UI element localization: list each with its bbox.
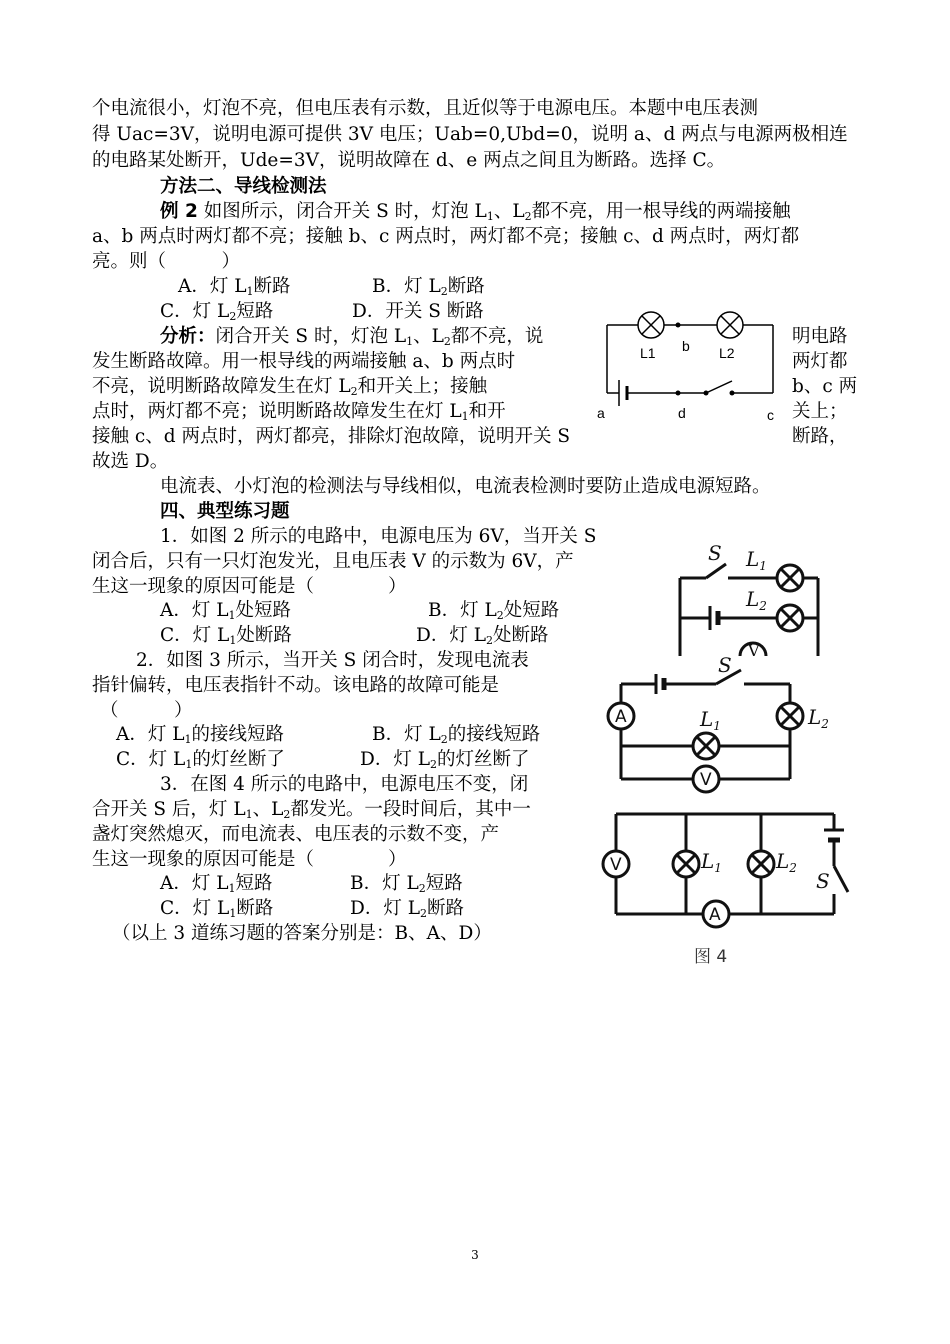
q3-option-a: A．灯 $L_1$短路 xyxy=(160,873,273,895)
q1-option-a: A．灯 $L_1$处短路 xyxy=(160,600,292,622)
fig4-label-a: A xyxy=(709,905,721,925)
q2-option-d: D．灯 $L_2$的灯丝断了 xyxy=(360,749,530,771)
analysis-line-2-right: 两灯都 xyxy=(792,351,848,372)
fig1-label-l2: L2 xyxy=(719,345,735,361)
fig3-label-l2: $L_2$ xyxy=(808,705,829,731)
q1-line-3: 生这一现象的原因可能是（ ） xyxy=(92,576,407,597)
analysis-line-5-right: 断路， xyxy=(792,426,848,447)
example2-option-c: C．灯 $L_2$短路 xyxy=(160,301,274,323)
q1-option-b: B．灯 $L_2$处短路 xyxy=(428,600,560,622)
analysis-label: 分析： xyxy=(160,326,216,347)
q2-line-3: （ ） xyxy=(100,700,193,721)
page-number: 3 xyxy=(471,1248,479,1262)
q2-option-a: A．灯 $L_1$的接线短路 xyxy=(116,724,285,746)
q3-line-2: 合开关 S 后，灯 $L_1$、$L_2$都发光。一段时间后，其中一 xyxy=(92,799,531,821)
circuit-figure-2 xyxy=(668,536,833,656)
fig4-label-s: S xyxy=(816,869,830,893)
circuit-figure-4 xyxy=(596,800,858,970)
analysis-line-6: 故选 D。 xyxy=(92,451,169,472)
method2-heading: 方法二、导线检测法 xyxy=(160,176,327,197)
q3-line-4: 生这一现象的原因可能是（ ） xyxy=(92,849,407,870)
example2-line-1: 例 2 如图所示，闭合开关 S 时，灯泡 $L_1$、$L_2$都不亮，用一根导线的两端接触 xyxy=(160,201,791,223)
answers-line: （以上 3 道练习题的答案分别是：B、A、D） xyxy=(112,923,492,944)
fig2-label-s: S xyxy=(708,541,722,565)
analysis-line-1: 分析：闭合开关 S 时，灯泡 $L_1$、$L_2$都不亮，说 xyxy=(160,326,544,348)
fig2-label-v: V xyxy=(748,641,760,656)
analysis-line-2: 发生断路故障。用一根导线的两端接触 a、b 两点时 xyxy=(92,351,516,372)
q3-line-1: 3．在图 4 所示的电路中，电源电压不变，闭 xyxy=(160,774,529,795)
q3-option-d: D．灯 $L_2$断路 xyxy=(350,898,465,920)
fig3-label-l1: $L_1$ xyxy=(700,707,721,733)
example2-option-b: B．灯 $L_2$断路 xyxy=(372,276,485,298)
analysis-line-3: 不亮，说明断路故障发生在灯 $L_2$和开关上；接触 xyxy=(92,376,488,398)
analysis-line-5: 接触 c、d 两点时，两灯都亮，排除灯泡故障，说明开关 S xyxy=(92,426,571,447)
example2-option-a: A．灯 $L_1$断路 xyxy=(178,276,291,298)
circuit-figure-3 xyxy=(596,656,846,796)
q2-line-2: 指针偏转，电压表指针不动。该电路的故障可能是 xyxy=(92,675,500,696)
ammeter-note: 电流表、小灯泡的检测法与导线相似，电流表检测时要防止造成电源短路。 xyxy=(160,476,771,497)
fig1-label-d: d xyxy=(678,405,686,421)
fig1-label-l1: L1 xyxy=(640,345,656,361)
q1-line-2: 闭合后，只有一只灯泡发光，且电压表 V 的示数为 6V，产 xyxy=(92,551,574,572)
fig1-label-a: a xyxy=(597,405,605,421)
analysis-line-4-right: 关上； xyxy=(792,401,848,422)
intro-line-1: 个电流很小，灯泡不亮，但电压表有示数，且近似等于电源电压。本题中电压表测 xyxy=(92,98,759,119)
q2-option-b: B．灯 $L_2$的接线短路 xyxy=(372,724,541,746)
q3-option-b: B．灯 $L_2$短路 xyxy=(350,873,463,895)
circuit-figure-1 xyxy=(594,308,789,428)
example-label: 例 2 xyxy=(160,201,198,222)
q2-line-1: 2．如图 3 所示，当开关 S 闭合时，发现电流表 xyxy=(136,650,529,671)
example2-line-3: 亮。则（ ） xyxy=(92,251,241,272)
q1-option-c: C．灯 $L_1$处断路 xyxy=(160,625,292,647)
analysis-line-1-right: 明电路 xyxy=(792,326,848,347)
q1-line-1: 1．如图 2 所示的电路中，电源电压为 6V，当开关 S xyxy=(160,526,597,547)
analysis-line-3-right: b、c 两 xyxy=(792,376,858,397)
fig3-label-v: V xyxy=(700,770,712,790)
example2-option-d: D．开关 S 断路 xyxy=(352,301,484,322)
analysis-line-4: 点时，两灯都不亮；说明断路故障发生在灯 $L_1$和开 xyxy=(92,401,506,423)
intro-line-3: 的电路某处断开，Ude=3V，说明故障在 d、e 两点之间且为断路。选择 C。 xyxy=(92,150,726,171)
fig4-label-l2: $L_2$ xyxy=(776,849,797,875)
fig3-label-a: A xyxy=(615,707,627,727)
q3-line-3: 盏灯突然熄灭，而电流表、电压表的示数不变，产 xyxy=(92,824,500,845)
fig4-label-v: V xyxy=(610,855,622,875)
fig2-label-l1: $L_1$ xyxy=(746,547,767,573)
fig4-caption: 图 4 xyxy=(694,947,728,967)
q3-option-c: C．灯 $L_1$断路 xyxy=(160,898,274,920)
section4-heading: 四、典型练习题 xyxy=(160,501,290,522)
intro-line-2: 得 Uac=3V，说明电源可提供 3V 电压；Uab=0,Ubd=0，说明 a、d 两点与电源两极相连 xyxy=(92,124,848,145)
q1-option-d: D．灯 $L_2$处断路 xyxy=(416,625,549,647)
example2-line-2: a、b 两点时两灯都不亮；接触 b、c 两点时，两灯都不亮；接触 c、d 两点时，两灯都 xyxy=(92,226,800,247)
fig2-label-l2: $L_2$ xyxy=(746,587,767,613)
fig1-label-b: b xyxy=(682,338,690,354)
fig4-label-l1: $L_1$ xyxy=(701,849,722,875)
q2-option-c: C．灯 $L_1$的灯丝断了 xyxy=(116,749,285,771)
fig1-label-c: c xyxy=(767,407,774,423)
fig3-label-s: S xyxy=(718,656,732,677)
